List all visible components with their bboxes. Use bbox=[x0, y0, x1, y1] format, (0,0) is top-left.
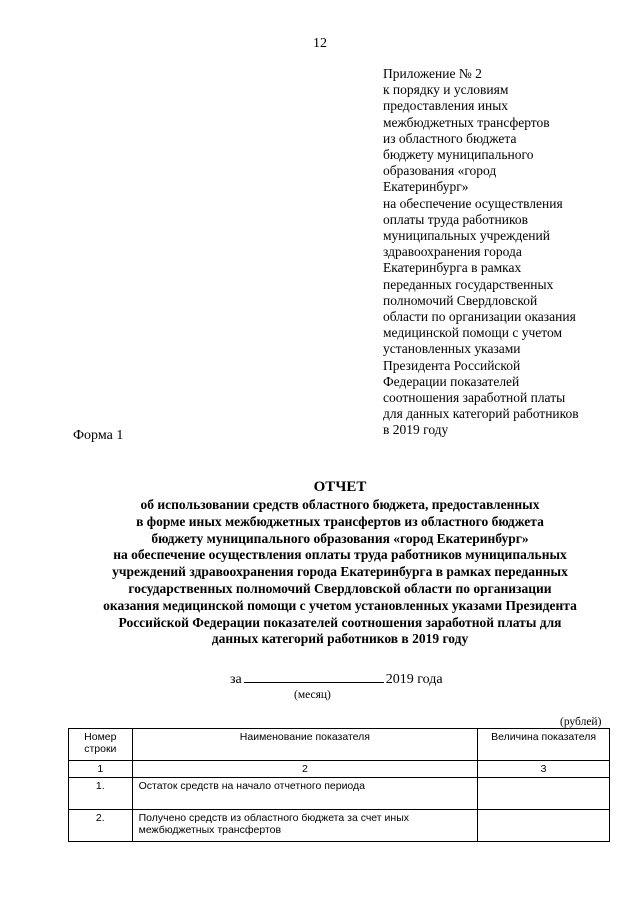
report-title: ОТЧЕТ bbox=[313, 479, 367, 495]
index-cell: 1 bbox=[69, 761, 133, 778]
table-header-row bbox=[69, 729, 610, 761]
header-indicator-value: Величина показателя bbox=[478, 729, 610, 761]
appendix-line: Приложение № 2 bbox=[383, 66, 482, 81]
appendix-line: установленных указами bbox=[383, 341, 521, 357]
appendix-line: на обеспечение осуществления bbox=[383, 195, 563, 211]
row-indicator-name: Остаток средств на начало отчетного периода bbox=[132, 778, 478, 810]
appendix-line: межбюджетных трансфертов bbox=[383, 114, 550, 130]
report-subtitle-line: учреждений здравоохранения города Екатеринбурга в рамках переданных bbox=[112, 564, 568, 580]
appendix-line: Федерации показателей bbox=[383, 373, 520, 389]
appendix-line: образования «город bbox=[383, 163, 497, 179]
units-label: (рублей) bbox=[560, 716, 602, 728]
appendix-line: здравоохранения города bbox=[383, 244, 522, 260]
appendix-line: переданных государственных bbox=[383, 276, 554, 292]
appendix-line: оплаты труда работников bbox=[383, 211, 528, 227]
table-index-row bbox=[69, 761, 610, 778]
appendix-line: медицинской помощи с учетом bbox=[383, 325, 563, 341]
report-subtitle-line: на обеспечение осуществления оплаты труда работников муниципальных bbox=[113, 547, 567, 563]
row-value-cell[interactable] bbox=[478, 778, 610, 810]
period-suffix: 2019 года bbox=[385, 672, 443, 687]
appendix-line: предоставления иных bbox=[383, 98, 509, 114]
appendix-line: муниципальных учреждений bbox=[383, 228, 550, 244]
row-value-cell[interactable] bbox=[478, 810, 610, 842]
report-subtitle-line: бюджету муниципального образования «город Екатеринбург» bbox=[151, 530, 529, 546]
index-cell: 2 bbox=[132, 761, 478, 778]
period-prefix: за bbox=[230, 672, 242, 687]
table-row bbox=[69, 810, 610, 842]
appendix-line: Президента Российской bbox=[383, 357, 521, 373]
report-table bbox=[68, 728, 610, 842]
report-subtitle-line: данных категорий работников в 2019 году bbox=[211, 631, 469, 647]
appendix-line: соотношения заработной платы bbox=[383, 390, 566, 406]
appendix-line: бюджету муниципального bbox=[383, 147, 534, 163]
appendix-line: в 2019 году bbox=[383, 422, 449, 438]
appendix-line: полномочий Свердловской bbox=[383, 292, 538, 308]
row-number: 2. bbox=[69, 810, 133, 842]
table-row bbox=[69, 778, 610, 810]
appendix-block bbox=[383, 66, 623, 439]
appendix-line: Екатеринбург» bbox=[383, 179, 469, 195]
report-subtitle-line: государственных полномочий Свердловской области по организации bbox=[128, 580, 552, 596]
month-hint: (месяц) bbox=[294, 689, 331, 701]
period-row bbox=[230, 670, 443, 688]
appendix-line: к порядку и условиям bbox=[383, 82, 509, 98]
form-label: Форма 1 bbox=[73, 428, 124, 443]
report-subtitle-line: Российской Федерации показателей соотношения заработной платы для bbox=[118, 614, 562, 630]
appendix-line: Екатеринбурга в рамках bbox=[383, 260, 522, 276]
appendix-line: из областного бюджета bbox=[383, 130, 517, 146]
header-indicator-name: Наименование показателя bbox=[132, 729, 478, 761]
header-row-number: Номер строки bbox=[69, 729, 133, 761]
row-number: 1. bbox=[69, 778, 133, 810]
month-blank-field[interactable] bbox=[244, 670, 384, 683]
report-subtitle-line: об использовании средств областного бюджета, предоставленных bbox=[140, 497, 540, 512]
appendix-line: области по организации оказания bbox=[383, 309, 576, 325]
report-subtitle-line: в форме иных межбюджетных трансфертов из областного бюджета bbox=[136, 513, 544, 529]
appendix-line: для данных категорий работников bbox=[383, 406, 579, 422]
report-title-block bbox=[30, 478, 640, 648]
row-indicator-name: Получено средств из областного бюджета за счет иных межбюджетных трансфертов bbox=[132, 810, 478, 842]
page-number: 12 bbox=[313, 36, 327, 51]
report-subtitle-line: оказания медицинской помощи с учетом установленных указами Президента bbox=[103, 597, 577, 613]
index-cell: 3 bbox=[478, 761, 610, 778]
